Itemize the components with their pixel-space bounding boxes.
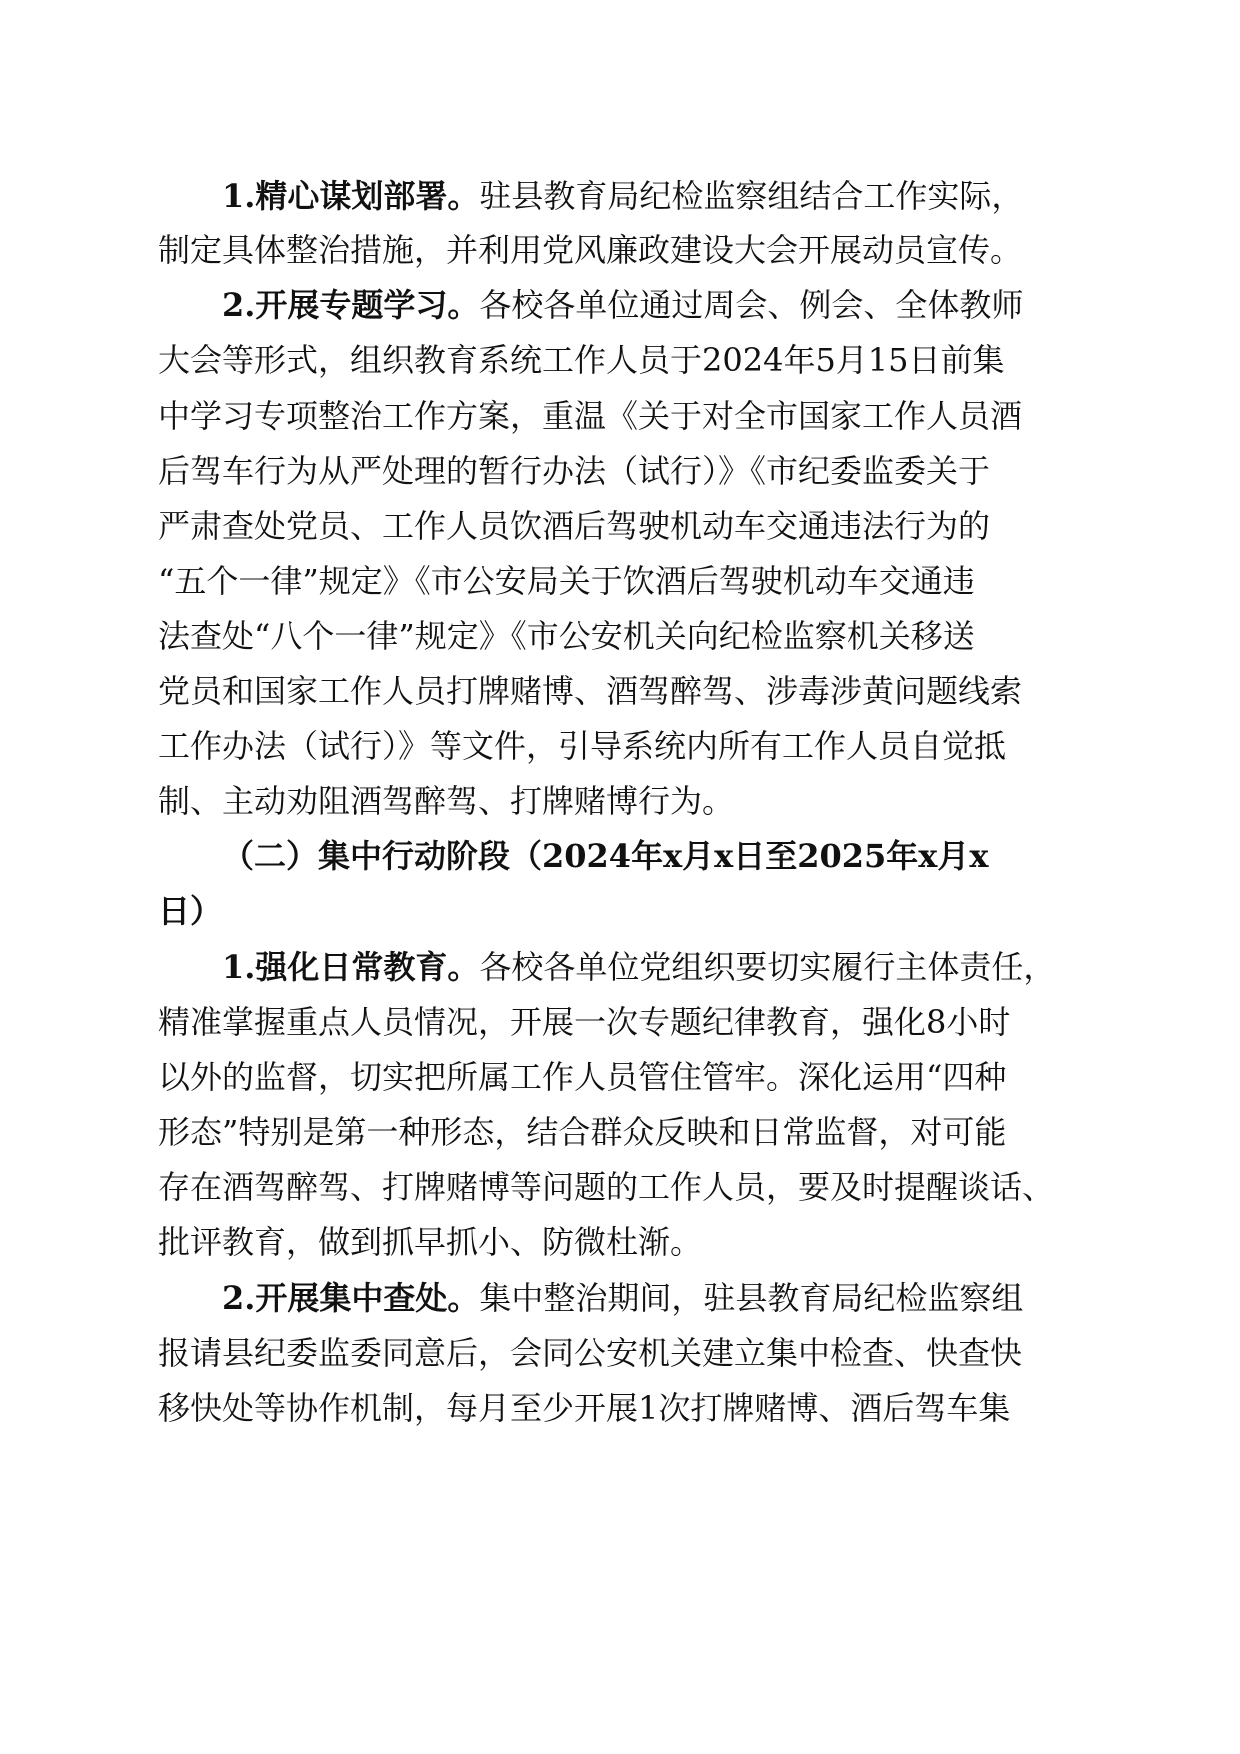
paragraph-line: 制、主动劝阻酒驾醉驾、打牌赌博行为。 xyxy=(158,782,735,820)
subheading: 2.开展集中查处。 xyxy=(222,1279,480,1317)
paragraph-line xyxy=(222,166,1023,226)
paragraph-line xyxy=(222,1268,1023,1328)
paragraph-line: 以外的监督，切实把所属工作人员管住管牢。深化运用“四种 xyxy=(158,1058,1007,1096)
paragraph-line: 大会等形式，组织教育系统工作人员于2024年5月15日前集 xyxy=(158,341,1005,379)
paragraph-line xyxy=(222,275,1023,335)
paragraph-line: 法查处“八个一律”规定》《市公安机关向纪检监察机关移送 xyxy=(158,617,975,655)
subheading: 1.精心谋划部署。 xyxy=(222,177,480,215)
section-heading-continued: 日） xyxy=(158,892,223,930)
body-text: 驻县教育局纪检监察组结合工作实际， xyxy=(479,177,1024,215)
body-text: 各校各单位党组织要切实履行主体责任， xyxy=(479,948,1056,986)
subheading: 2.开展专题学习。 xyxy=(222,286,480,324)
paragraph-line: 报请县纪委监委同意后，会同公安机关建立集中检查、快查快 xyxy=(158,1334,1023,1372)
paragraph-line: “五个一律”规定》《市公安局关于饮酒后驾驶机动车交通违 xyxy=(158,562,975,600)
paragraph-line: 严肃查处党员、工作人员饮酒后驾驶机动车交通违法行为的 xyxy=(158,507,991,545)
paragraph-line: 后驾车行为从严处理的暂行办法（试行）》《市纪委监委关于 xyxy=(158,452,991,490)
paragraph-line: 工作办法（试行）》等文件，引导系统内所有工作人员自觉抵 xyxy=(158,727,1007,765)
paragraph-line: 精准掌握重点人员情况，开展一次专题纪律教育，强化8小时 xyxy=(158,1003,1011,1041)
subheading: 1.强化日常教育。 xyxy=(222,948,480,986)
paragraph-line: 存在酒驾醉驾、打牌赌博等问题的工作人员，要及时提醒谈话、 xyxy=(158,1168,1055,1206)
paragraph-line: 党员和国家工作人员打牌赌博、酒驾醉驾、涉毒涉黄问题线索 xyxy=(158,672,1023,710)
paragraph-line: 制定具体整治措施，并利用党风廉政建设大会开展动员宣传。 xyxy=(158,231,1023,269)
section-heading: （二）集中行动阶段（2024年x月x日至2025年x月x xyxy=(222,837,989,875)
paragraph-line: 移快处等协作机制，每月至少开展1次打牌赌博、酒后驾车集 xyxy=(158,1389,1011,1427)
body-text: 集中整治期间，驻县教育局纪检监察组 xyxy=(479,1279,1024,1317)
body-text: 各校各单位通过周会、例会、全体教师 xyxy=(479,286,1024,324)
paragraph-line: 批评教育，做到抓早抓小、防微杜渐。 xyxy=(158,1223,703,1261)
paragraph-line: 形态”特别是第一种形态，结合群众反映和日常监督，对可能 xyxy=(158,1113,1007,1151)
paragraph-line: 中学习专项整治工作方案，重温《关于对全市国家工作人员酒 xyxy=(158,397,1023,435)
paragraph-line xyxy=(222,937,1055,997)
